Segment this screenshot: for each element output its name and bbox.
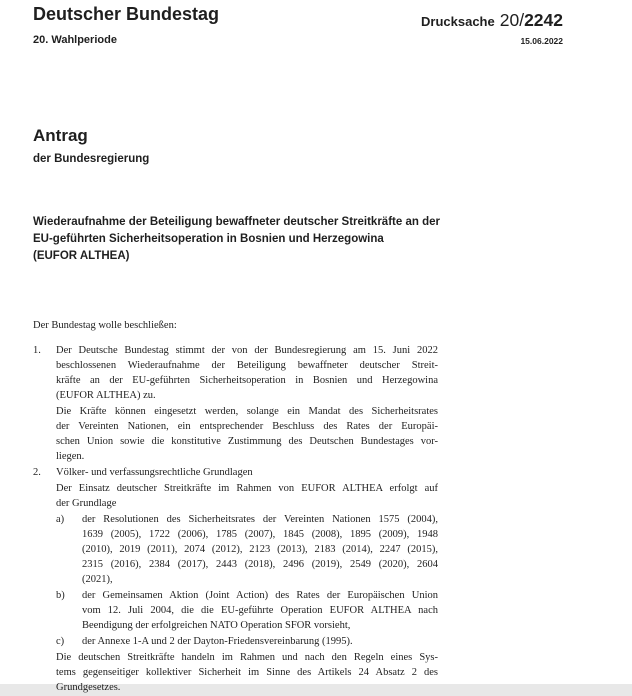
list-marker: 1.	[33, 345, 41, 356]
text-line: 1639 (2005), 1722 (2006), 1785 (2007), 1845 (2008), 1895 (2009), 1948	[82, 529, 438, 540]
text-lines	[56, 343, 438, 403]
text-lines	[56, 465, 438, 480]
text-line: vom 12. Juli 2004, die die EU-geführte Operation EUFOR ALTHEA nach	[82, 605, 438, 616]
text-line: Beendigung der erfolgreichen NATO Operation SFOR vorsieht,	[82, 620, 351, 631]
text-line: der Gemeinsamen Aktion (Joint Action) des Rates der Europäischen Union	[82, 590, 438, 601]
text-line: (EUFOR ALTHEA) zu.	[56, 390, 156, 401]
body-blocks	[33, 343, 438, 696]
text-line: kräfte an der EU-geführten Sicherheitsoperation in Bosnien und Herzegowina	[56, 375, 438, 386]
text-line: 2315 (2016), 2384 (2017), 2443 (2018), 2496 (2019), 2549 (2020), 2604	[82, 559, 438, 570]
text-line: der Grundlage	[56, 498, 117, 509]
text-line: der Annexe 1-A und 2 der Dayton-Friedensvereinbarung (1995).	[82, 636, 353, 647]
list-marker: c)	[56, 636, 65, 647]
lettered-item	[33, 588, 438, 633]
text-line: Die Kräfte können eingesetzt werden, solange ein Mandat des Sicherheitsrates	[56, 406, 438, 417]
text-line: tems gegenseitiger kollektiver Sicherheit im Sinne des Artikels 24 Absatz 2 des	[56, 667, 438, 678]
text-line: Grundgesetzes.	[56, 682, 121, 693]
text-line: schen Union sowie die konstitutive Zustimmung des Deutschen Bundestages vor-	[56, 436, 438, 447]
doc-subject-line: Wiederaufnahme der Beteiligung bewaffneter deutscher Streitkräfte an der	[33, 216, 440, 228]
doc-author: der Bundesregierung	[33, 153, 150, 165]
text-line: (2010), 2019 (2011), 2074 (2012), 2123 (2013), 2183 (2014), 2247 (2015),	[82, 544, 438, 555]
list-marker: 2.	[33, 467, 41, 478]
numbered-item	[33, 465, 438, 480]
doc-number-line	[421, 10, 563, 31]
text-line: Die deutschen Streitkräfte handeln im Rahmen und nach den Regeln eines Sys-	[56, 652, 438, 663]
doc-number: 2242	[524, 10, 563, 30]
text-line: Der Einsatz deutscher Streitkräfte im Rahmen von EUFOR ALTHEA erfolgt auf	[56, 483, 438, 494]
text-lines	[82, 634, 438, 649]
text-line: Der Deutsche Bundestag stimmt der von der Bundesregierung am 15. Juni 2022	[56, 345, 438, 356]
text-line: Völker- und verfassungsrechtliche Grundlagen	[56, 467, 253, 478]
lettered-item	[33, 512, 438, 587]
doc-subject	[33, 214, 593, 265]
paragraph	[33, 481, 438, 511]
doc-subject-line: EU-geführten Sicherheitsoperation in Bosnien und Herzegowina	[33, 233, 384, 245]
text-line: der Resolutionen des Sicherheitsrates der Vereinten Nationen 1575 (2004),	[82, 514, 438, 525]
text-lines	[56, 481, 438, 511]
resolution-intro: Der Bundestag wolle beschließen:	[33, 320, 177, 331]
doc-number-prefix: 20/	[499, 10, 525, 30]
text-lines	[56, 404, 438, 464]
text-lines	[82, 588, 438, 633]
text-line: (2021),	[82, 574, 113, 585]
text-line: der Vereinten Nationen, ein entsprechender Beschluss des Rates der Europäi-	[56, 421, 438, 432]
numbered-item	[33, 343, 438, 403]
lettered-item	[33, 634, 438, 649]
legislative-period: 20. Wahlperiode	[33, 34, 117, 46]
text-line: liegen.	[56, 451, 85, 462]
paragraph	[33, 650, 438, 695]
doc-subject-line: (EUFOR ALTHEA)	[33, 250, 130, 262]
doc-date: 15.06.2022	[520, 36, 563, 46]
paragraph	[33, 404, 438, 464]
text-line: beschlossenen Wiederaufnahme der Beteiligung bewaffneter deutscher Streit-	[56, 360, 438, 371]
text-lines	[82, 512, 438, 587]
doc-kind-heading: Antrag	[33, 126, 88, 145]
publisher-title: Deutscher Bundestag	[33, 4, 220, 24]
list-marker: a)	[56, 514, 65, 525]
doc-number-label: Drucksache	[421, 14, 495, 29]
text-lines	[56, 650, 438, 695]
list-marker: b)	[56, 590, 65, 601]
